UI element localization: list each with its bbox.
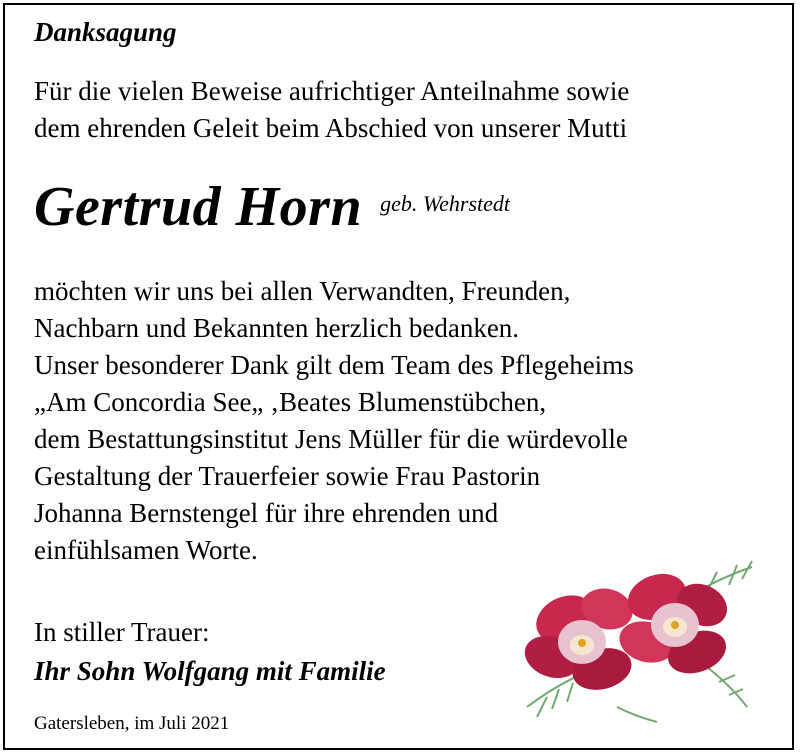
text-line: Für die vielen Beweise aufrichtiger Anteilnahme sowie xyxy=(34,76,630,106)
text-line: dem ehrenden Geleit beim Abschied von unserer Mutti xyxy=(34,113,628,143)
thanks-text xyxy=(34,273,634,569)
notice-heading: Danksagung xyxy=(34,17,177,47)
maiden-name: geb. Wehrstedt xyxy=(380,191,511,216)
text-line: möchten wir uns bei allen Verwandten, Freunden, xyxy=(34,276,571,306)
text-line: Unser besonderer Dank gilt dem Team des Pflegeheims xyxy=(34,350,634,380)
place-date: Gatersleben, im Juli 2021 xyxy=(34,713,230,734)
text-line: Nachbarn und Bekannten herzlich bedanken. xyxy=(34,313,520,343)
text-line: „Am Concordia See„ ‚Beates Blumenstübchen, xyxy=(34,387,547,417)
deceased-name: Gertrud Horn xyxy=(34,176,363,238)
orchid-flowers-icon xyxy=(507,557,757,727)
obituary-notice xyxy=(3,3,794,750)
text-line: Gestaltung der Trauerfeier sowie Frau Pastorin xyxy=(34,461,541,491)
intro-text xyxy=(34,73,629,147)
signature: Ihr Sohn Wolfgang mit Familie xyxy=(34,656,386,686)
closing-line: In stiller Trauer: xyxy=(34,617,210,647)
text-line: einfühlsamen Worte. xyxy=(34,535,258,565)
deceased-name-row xyxy=(34,175,510,239)
text-line: dem Bestattungsinstitut Jens Müller für die würdevolle xyxy=(34,424,628,454)
text-line: Johanna Bernstengel für ihre ehrenden und xyxy=(34,498,499,528)
